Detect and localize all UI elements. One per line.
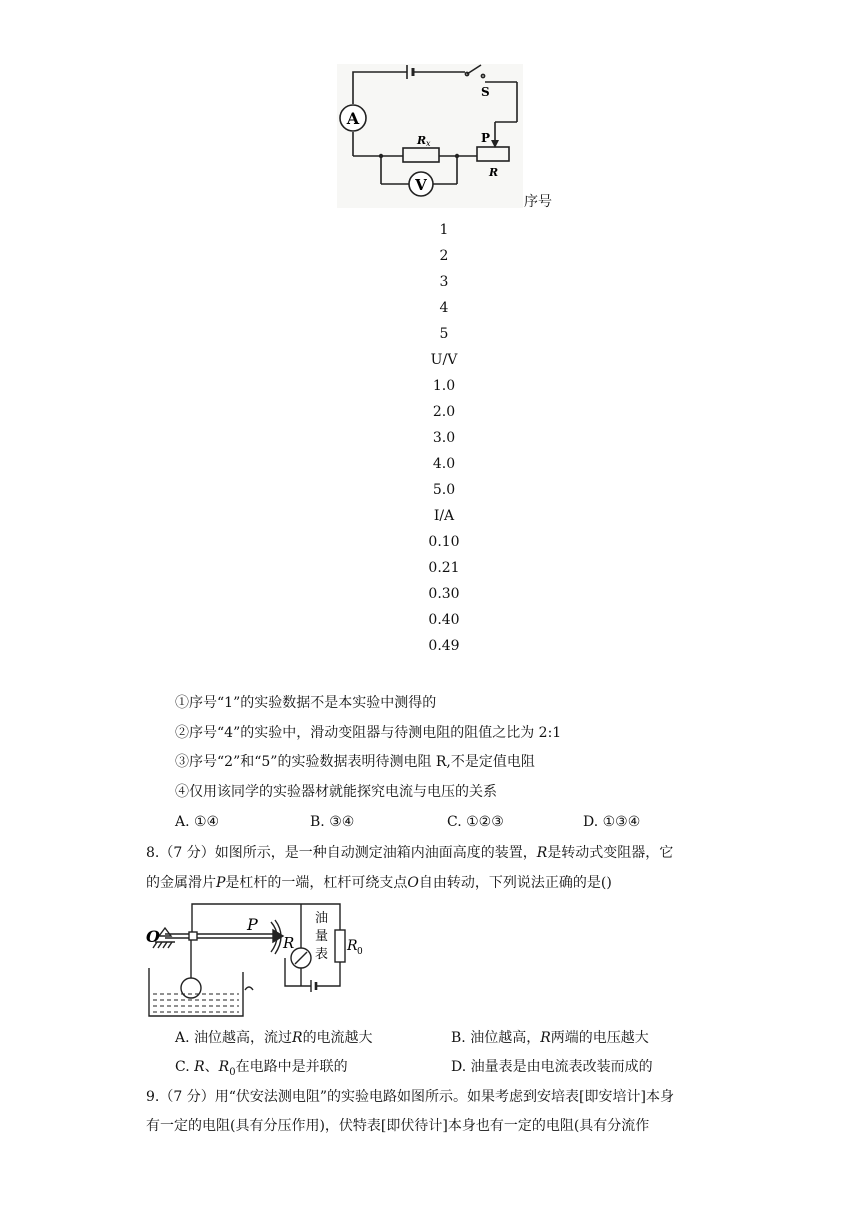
q8-option-a [175, 1028, 373, 1048]
q9-line-2: 有一定的电阻(具有分压作用)，伏特表[即伏待计]本身也有一定的电阻(具有分流作 [146, 1118, 650, 1134]
u-3: 3.0 [432, 430, 456, 446]
q7-option-b: B. ③④ [310, 814, 355, 830]
i-1: 0.10 [428, 534, 460, 550]
statement-2: ②序号“4”的实验中，滑动变阻器与待测电阻的阻值之比为 2:1 [175, 725, 562, 741]
q8-option-c-r: R [194, 1059, 205, 1075]
r0-label: R [347, 938, 358, 954]
i-header: I/A [433, 508, 455, 524]
u-5: 5.0 [432, 482, 456, 498]
q8-option-b-tail: 两端的电压越大 [550, 1030, 649, 1046]
meter-char-2: 量 [315, 929, 329, 944]
pivot-o-label: O [146, 927, 160, 946]
seq-5: 5 [439, 326, 449, 342]
i-4: 0.40 [428, 612, 460, 628]
voltmeter-label: V [415, 176, 427, 194]
q8-option-b [451, 1028, 649, 1048]
slider-label: P [481, 131, 491, 145]
seq-1: 1 [439, 222, 449, 238]
q8-line-1-c: 是转动式变阻器，它 [547, 845, 674, 861]
q8-line-2-e: 自由转动，下列说法正确的是() [418, 875, 612, 891]
q8-option-b-r: R [540, 1030, 551, 1046]
i-2: 0.21 [428, 560, 460, 576]
i-3: 0.30 [428, 586, 460, 602]
i-5: 0.49 [428, 638, 460, 654]
q8-line-1 [146, 843, 673, 863]
statement-1: ①序号“1”的实验数据不是本实验中测得的 [175, 695, 437, 711]
rx-label: R [417, 134, 427, 147]
q7-option-a: A. ①④ [175, 814, 220, 830]
q8-option-d: D. 油量表是由电流表改装而成的 [451, 1059, 653, 1075]
q8-line-2-p: P [216, 875, 226, 891]
q8-line-1-r: R [536, 845, 548, 861]
q7-option-d: D. ①③④ [583, 814, 641, 830]
q8-option-a-r: R [292, 1030, 303, 1046]
u-4: 4.0 [432, 456, 456, 472]
u-header: U/V [430, 352, 458, 368]
q8-option-c-r0: R [218, 1059, 230, 1075]
q8-option-c-tail: 在电路中是并联的 [235, 1059, 348, 1075]
q8-option-c [175, 1057, 348, 1083]
q8-option-c-r0-sub: 0 [229, 1066, 236, 1078]
meter-char-3: 表 [315, 947, 329, 962]
oil-gauge-diagram [145, 902, 370, 1020]
q8-option-b-text: B. 油位越高， [451, 1030, 541, 1046]
r0-sub-label: 0 [357, 947, 363, 957]
table-header-seq: 序号 [524, 194, 552, 210]
ammeter-label: A [346, 109, 360, 128]
u-1: 1.0 [432, 378, 456, 394]
circuit-diagram-svg [337, 64, 523, 208]
oil-gauge-svg [145, 902, 370, 1020]
q8-option-a-tail: 的电流越大 [302, 1030, 373, 1046]
rx-sub-label: x [426, 139, 431, 148]
q8-option-a-text: A. 油位越高，流过 [175, 1030, 293, 1046]
q8-line-1-a: 8.（7 分）如图所示，是一种自动测定油箱内油面高度的装置， [146, 845, 537, 861]
statement-4: ④仅用该同学的实验器材就能探究电流与电压的关系 [175, 784, 497, 800]
u-2: 2.0 [432, 404, 456, 420]
q8-line-2-c: 是杠杆的一端，杠杆可绕支点 [225, 875, 408, 891]
slider-p-label: P [247, 915, 258, 934]
q7-option-c: C. ①②③ [447, 814, 504, 830]
seq-2: 2 [439, 248, 449, 264]
seq-3: 3 [439, 274, 449, 290]
q9-line-1: 9.（7 分）用“伏安法测电阻”的实验电路如图所示。如果考虑到安培表[即安培计]本身 [146, 1089, 674, 1105]
statement-3: ③序号“2”和“5”的实验数据表明待测电阻 R,不是定值电阻 [175, 754, 535, 770]
switch-label: S [481, 85, 490, 99]
rheostat-r-label: R [283, 934, 295, 952]
circuit-diagram [337, 64, 523, 208]
rheostat-label: R [489, 166, 499, 179]
q8-line-2 [146, 873, 612, 893]
q8-option-c-sep: 、 [204, 1059, 219, 1075]
data-table-column [0, 217, 860, 659]
q8-line-2-o: O [407, 875, 419, 891]
meter-char-1: 油 [315, 911, 329, 926]
q8-option-c-text: C. [175, 1059, 195, 1075]
q8-line-2-a: 的金属滑片 [146, 875, 216, 891]
seq-4: 4 [439, 300, 449, 316]
